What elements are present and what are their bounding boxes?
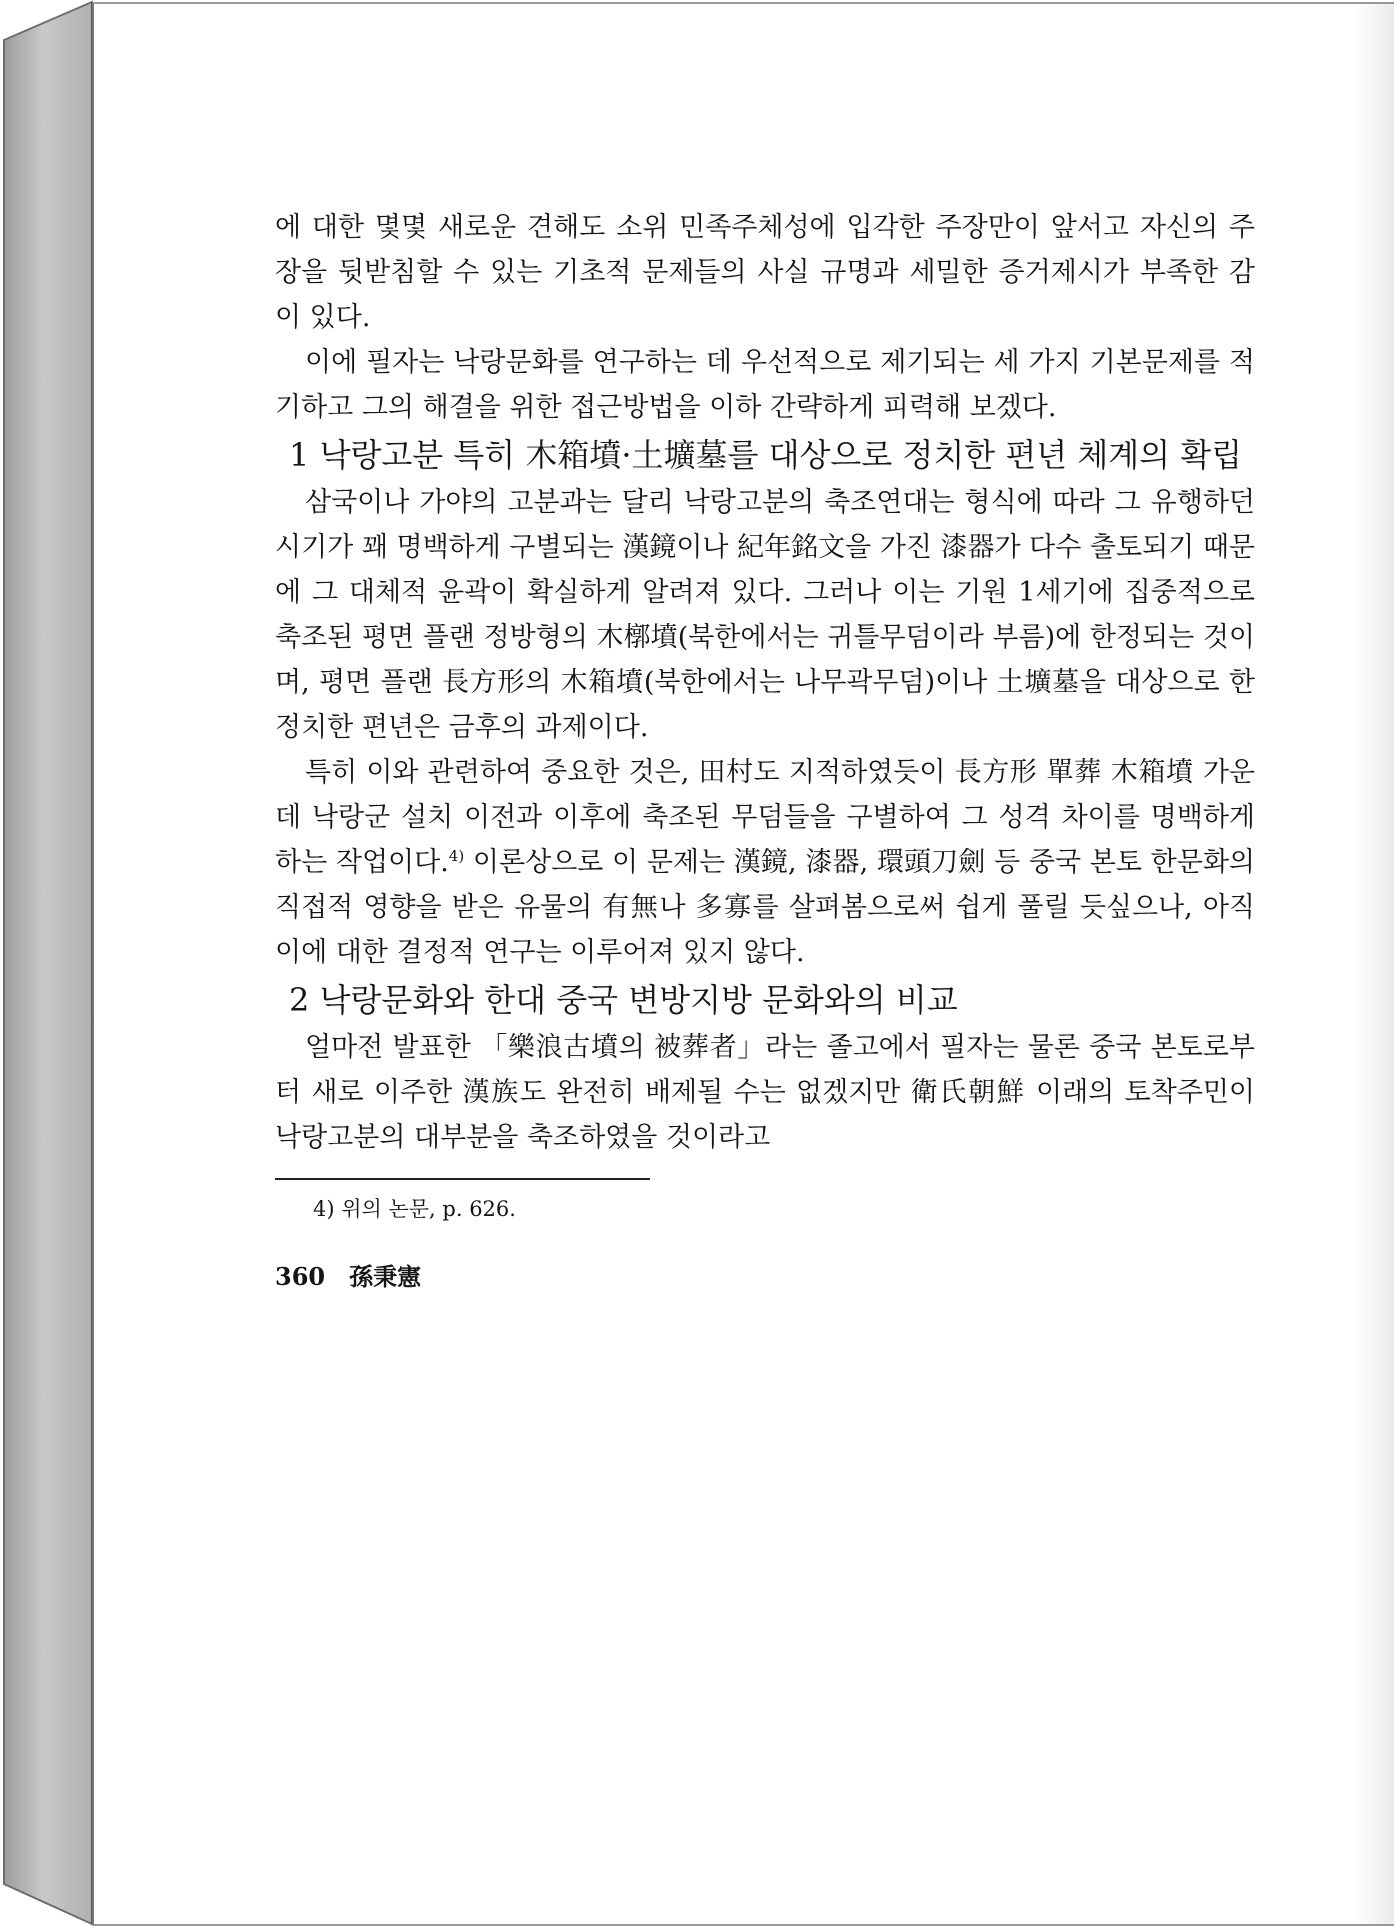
section-1-paragraph-2-text: 특히 이와 관련하여 중요한 것은, 田村도 지적하였듯이 長方形 單葬 木箱墳 가운데 낙랑군 설치 이전과 이후에 축조된 무덤들을 구별하여 그 성격 차이를 명백하게 하는 작업이다. [275, 757, 1255, 878]
intro-paragraph-2: 이에 필자는 낙랑문화를 연구하는 데 우선적으로 제기되는 세 가지 기본문제를 적기하고 그의 해결을 위한 접근방법을 이하 간략하게 피력해 보겠다. [275, 347, 1255, 423]
intro-paragraph-1: 에 대한 몇몇 새로운 견해도 소위 민족주체성에 입각한 주장만이 앞서고 자신의 주장을 뒷받침할 수 있는 기초적 문제들의 사실 규명과 세밀한 증거제시가 부족한 감이 있다. [275, 212, 1255, 333]
page-number: 360 [275, 1262, 326, 1291]
section-1-paragraph-2-cont: 이론상으로 이 문제는 漢鏡, 漆器, 環頭刀劍 등 중국 본토 한문화의 직접적 영향을 받은 유물의 有無나 多寡를 살펴봄으로써 쉽게 풀릴 듯싶으나, 아직 이에 대한 결정적 연구는 이루어져 있지 않다. [275, 847, 1255, 968]
section-1-heading: 1 낙랑고분 특히 木箱墳·土壙墓를 대상으로 정치한 편년 체계의 확립 [289, 436, 1243, 474]
section-2-paragraph-1: 얼마전 발표한 「樂浪古墳의 被葬者」라는 졸고에서 필자는 물론 중국 본토로부터 새로 이주한 漢族도 완전히 배제될 수는 없겠지만 衛氏朝鮮 이래의 토착주민이 낙랑고분의 대부분을 축조하였을 것이라고 [275, 1032, 1255, 1153]
running-author: 孫秉憲 [349, 1262, 422, 1291]
section-2-heading: 2 낙랑문화와 한대 중국 변방지방 문화와의 비교 [289, 981, 958, 1019]
page-content [275, 205, 1255, 1294]
page-edge-shadow [1354, 4, 1394, 1924]
footnote-divider [275, 1178, 650, 1180]
footnote-text: 4) 위의 논문, p. 626. [313, 1197, 516, 1221]
footnote-reference: 4) [448, 847, 465, 865]
section-1-paragraph-1: 삼국이나 가야의 고분과는 달리 낙랑고분의 축조연대는 형식에 따라 그 유행하던 시기가 꽤 명백하게 구별되는 漢鏡이나 紀年銘文을 가진 漆器가 다수 출토되기 때문에 그 대체적 윤곽이 확실하게 알려져 있다. 그러나 이는 기원 1세기에 집중적으로 축조된 평면 플랜 정방형의 木槨墳(북한에서는 귀틀무덤이라 부름)에 한정되는 것이며, 평면 플랜 長方形의 木箱墳(북한에서는 나무곽무덤)이나 土壙墓을 대상으로 한 정치한 편년은 금후의 과제이다. [275, 487, 1255, 743]
book-spine [0, 0, 96, 1926]
section-1-paragraph-2 [275, 750, 1255, 975]
page-folio [275, 1260, 1255, 1294]
